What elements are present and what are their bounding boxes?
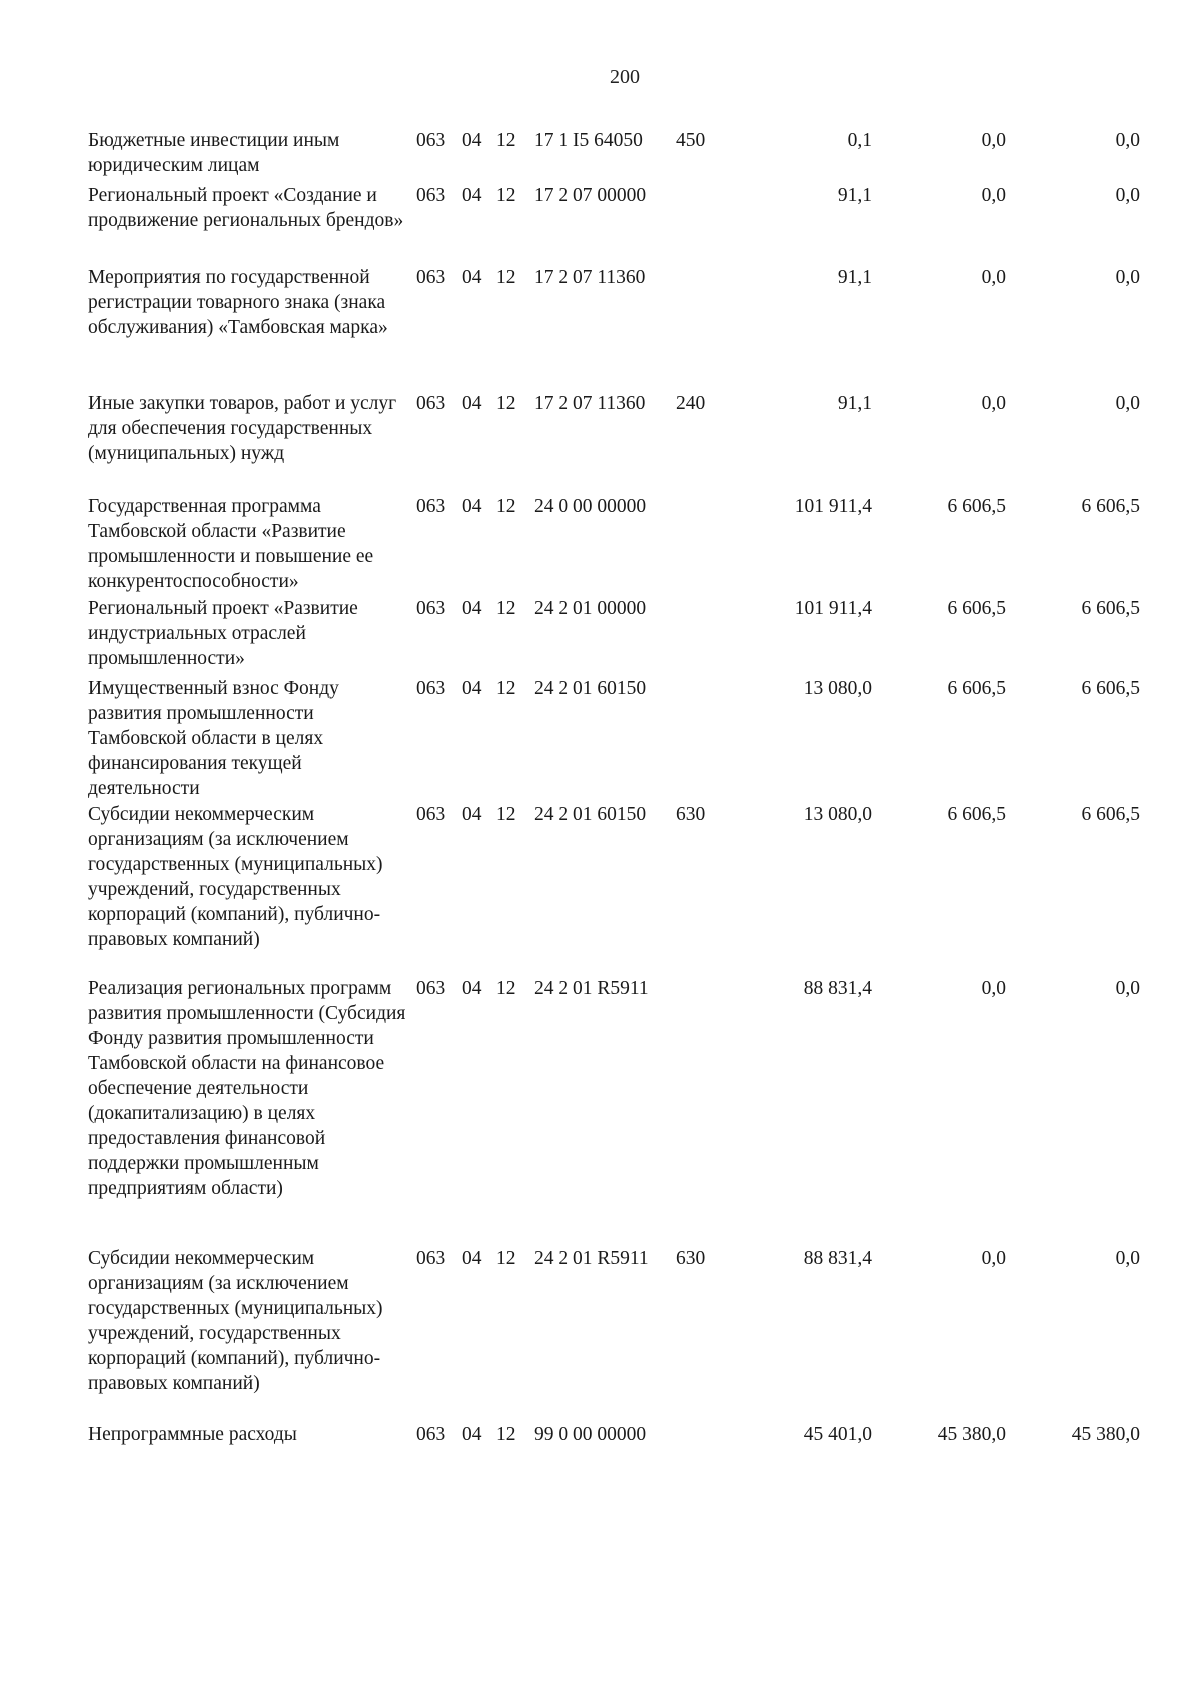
amount-year-3: 6 606,5 — [1081, 678, 1140, 699]
expense-type-code: 240 — [676, 393, 706, 414]
table-row — [88, 128, 1178, 183]
expense-type-code: 630 — [676, 804, 706, 825]
row-name: Мероприятия по государственной регистрации товарного знака (знака обслуживания) «Тамбовская марка» — [88, 267, 388, 338]
section-code: 04 — [462, 1424, 482, 1445]
target-article-code: 99 0 00 00000 — [534, 1424, 647, 1445]
table-row — [88, 1422, 1178, 1462]
amount-year-2: 0,0 — [981, 393, 1006, 414]
expense-type-code: 450 — [676, 130, 706, 151]
amount-year-2: 6 606,5 — [947, 496, 1006, 517]
amount-year-2: 45 380,0 — [937, 1424, 1006, 1445]
amount-year-1: 91,1 — [837, 185, 872, 206]
amount-year-1: 13 080,0 — [803, 804, 872, 825]
amount-year-3: 0,0 — [1115, 1248, 1140, 1269]
section-code: 04 — [462, 130, 482, 151]
table-row — [88, 391, 1178, 494]
table-row — [88, 265, 1178, 391]
row-name: Реализация региональных программ развития промышленности (Субсидия Фонду развития промышленности Тамбовской области на финансовое обеспечение деятельности (докапитализацию) в целях предоставления финансовой поддержки промышленным предприятиям области) — [88, 978, 406, 1199]
section-code: 04 — [462, 267, 482, 288]
expense-type-code: 630 — [676, 1248, 706, 1269]
target-article-code: 17 1 I5 64050 — [534, 130, 643, 151]
target-article-code: 24 2 01 R5911 — [534, 1248, 649, 1269]
amount-year-3: 6 606,5 — [1081, 496, 1140, 517]
row-name: Региональный проект «Развитие индустриальных отраслей промышленности» — [88, 598, 358, 669]
amount-year-3: 6 606,5 — [1081, 598, 1140, 619]
row-name: Субсидии некоммерческим организациям (за исключением государственных (муниципальных) учреждений, государственных корпораций (компаний), публично-правовых компаний) — [88, 1248, 383, 1394]
amount-year-1: 91,1 — [837, 267, 872, 288]
target-article-code: 17 2 07 00000 — [534, 185, 647, 206]
row-name: Непрограммные расходы — [88, 1424, 297, 1445]
section-code: 04 — [462, 185, 482, 206]
amount-year-1: 91,1 — [837, 393, 872, 414]
table-row — [88, 494, 1178, 596]
subsection-code: 12 — [496, 496, 516, 517]
subsection-code: 12 — [496, 678, 516, 699]
ved-code: 063 — [416, 130, 446, 151]
row-name: Имущественный взнос Фонду развития промышленности Тамбовской области в целях финансирования текущей деятельности — [88, 678, 339, 799]
table-row — [88, 802, 1178, 976]
subsection-code: 12 — [496, 598, 516, 619]
amount-year-2: 6 606,5 — [947, 678, 1006, 699]
amount-year-3: 0,0 — [1115, 267, 1140, 288]
subsection-code: 12 — [496, 1248, 516, 1269]
amount-year-3: 0,0 — [1115, 393, 1140, 414]
ved-code: 063 — [416, 1424, 446, 1445]
table-row — [88, 596, 1178, 676]
subsection-code: 12 — [496, 804, 516, 825]
ved-code: 063 — [416, 185, 446, 206]
amount-year-1: 101 911,4 — [794, 598, 872, 619]
amount-year-3: 6 606,5 — [1081, 804, 1140, 825]
amount-year-2: 0,0 — [981, 130, 1006, 151]
target-article-code: 17 2 07 11360 — [534, 267, 646, 288]
table-row — [88, 976, 1178, 1246]
section-code: 04 — [462, 598, 482, 619]
amount-year-1: 0,1 — [847, 130, 872, 151]
subsection-code: 12 — [496, 393, 516, 414]
subsection-code: 12 — [496, 1424, 516, 1445]
target-article-code: 24 2 01 R5911 — [534, 978, 649, 999]
subsection-code: 12 — [496, 185, 516, 206]
section-code: 04 — [462, 1248, 482, 1269]
amount-year-3: 0,0 — [1115, 130, 1140, 151]
section-code: 04 — [462, 678, 482, 699]
table-row — [88, 1246, 1178, 1422]
ved-code: 063 — [416, 267, 446, 288]
amount-year-3: 45 380,0 — [1071, 1424, 1140, 1445]
amount-year-2: 0,0 — [981, 185, 1006, 206]
row-name: Региональный проект «Создание и продвижение региональных брендов» — [88, 185, 404, 231]
section-code: 04 — [462, 393, 482, 414]
amount-year-1: 13 080,0 — [803, 678, 872, 699]
ved-code: 063 — [416, 598, 446, 619]
amount-year-2: 0,0 — [981, 978, 1006, 999]
target-article-code: 24 2 01 60150 — [534, 804, 647, 825]
ved-code: 063 — [416, 804, 446, 825]
row-name: Бюджетные инвестиции иным юридическим лицам — [88, 130, 340, 176]
amount-year-1: 45 401,0 — [803, 1424, 872, 1445]
amount-year-1: 88 831,4 — [803, 1248, 872, 1269]
row-name: Иные закупки товаров, работ и услуг для обеспечения государственных (муниципальных) нужд — [88, 393, 397, 464]
amount-year-1: 88 831,4 — [803, 978, 872, 999]
amount-year-2: 6 606,5 — [947, 598, 1006, 619]
ved-code: 063 — [416, 1248, 446, 1269]
target-article-code: 24 2 01 00000 — [534, 598, 647, 619]
ved-code: 063 — [416, 978, 446, 999]
table-row — [88, 183, 1178, 265]
budget-table — [88, 128, 1178, 1462]
amount-year-2: 0,0 — [981, 1248, 1006, 1269]
section-code: 04 — [462, 804, 482, 825]
target-article-code: 24 0 00 00000 — [534, 496, 647, 517]
row-name: Субсидии некоммерческим организациям (за исключением государственных (муниципальных) учреждений, государственных корпораций (компаний), публично-правовых компаний) — [88, 804, 383, 950]
amount-year-3: 0,0 — [1115, 185, 1140, 206]
target-article-code: 24 2 01 60150 — [534, 678, 647, 699]
ved-code: 063 — [416, 393, 446, 414]
amount-year-1: 101 911,4 — [794, 496, 872, 517]
ved-code: 063 — [416, 678, 446, 699]
amount-year-3: 0,0 — [1115, 978, 1140, 999]
subsection-code: 12 — [496, 267, 516, 288]
table-row — [88, 676, 1178, 802]
amount-year-2: 6 606,5 — [947, 804, 1006, 825]
amount-year-2: 0,0 — [981, 267, 1006, 288]
row-name: Государственная программа Тамбовской области «Развитие промышленности и повышение ее конкурентоспособности» — [88, 496, 374, 592]
subsection-code: 12 — [496, 130, 516, 151]
section-code: 04 — [462, 978, 482, 999]
subsection-code: 12 — [496, 978, 516, 999]
target-article-code: 17 2 07 11360 — [534, 393, 646, 414]
ved-code: 063 — [416, 496, 446, 517]
page-number: 200 — [610, 66, 640, 88]
section-code: 04 — [462, 496, 482, 517]
